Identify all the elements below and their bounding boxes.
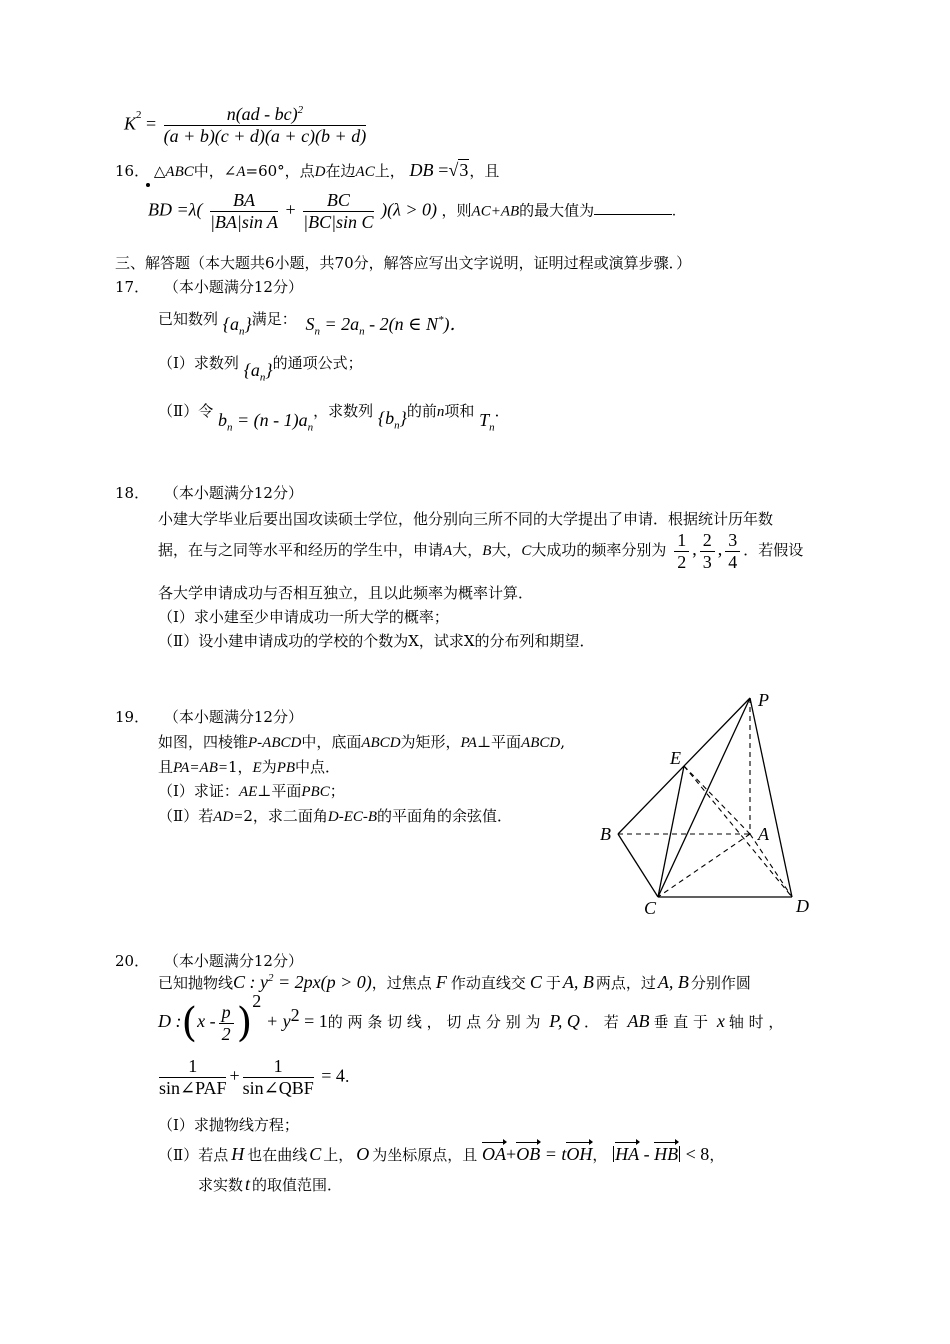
q20-c: C bbox=[309, 1144, 322, 1164]
q18-header bbox=[115, 482, 303, 503]
q20-frac2-den: sin∠QBF bbox=[242, 1077, 314, 1098]
q16-text: ，且 bbox=[469, 162, 500, 180]
q17-part2-n: n bbox=[436, 404, 445, 420]
q16-frac2-den: |BC|sin C bbox=[303, 211, 374, 232]
q18-text: B bbox=[482, 543, 492, 560]
q16-text: 在边 bbox=[325, 162, 356, 180]
q20-text: （Ⅱ）若点 bbox=[158, 1146, 229, 1164]
q17-part2-seq-b: {b bbox=[377, 408, 395, 428]
q16-text: ABC bbox=[165, 164, 194, 180]
q19-text: 如图，四棱锥 bbox=[158, 733, 249, 751]
q16-cond: )(λ > 0) bbox=[381, 199, 438, 220]
q16-tail: . bbox=[672, 203, 676, 220]
q18-points: （本小题满分12分） bbox=[163, 484, 303, 502]
q20-xaxis: x bbox=[716, 1011, 725, 1032]
q19-text: 的平面角的余弦值． bbox=[377, 807, 513, 825]
q20-text: 于 bbox=[545, 974, 561, 992]
q20-text: 也在曲线 bbox=[247, 1146, 308, 1164]
q18-line3: 各大学申请成功与否相互独立，且以此频率为概率计算． bbox=[158, 584, 534, 602]
q20-sup: 2 bbox=[252, 991, 262, 1012]
q18-frac-den: 4 bbox=[728, 551, 738, 572]
q16-text: D bbox=[314, 164, 326, 180]
k2-lhs: K bbox=[124, 113, 137, 134]
q20-abs-right bbox=[679, 1146, 680, 1162]
q16-frac2 bbox=[303, 190, 373, 232]
q18-text: A bbox=[443, 543, 453, 560]
section-3-heading: 三、解答题（本大题共6小题，共70分，解答应写出文字说明，证明过程或演算步骤．） bbox=[115, 254, 692, 272]
q20-part1: （Ⅰ）求抛物线方程； bbox=[158, 1116, 299, 1134]
q20-text: 轴 时 ， bbox=[728, 1013, 784, 1032]
q20-parabola bbox=[233, 972, 372, 992]
q20-part2-line2 bbox=[198, 1174, 342, 1195]
q17-text: 满足： bbox=[251, 310, 297, 328]
q16-frac1-num: BA bbox=[210, 190, 278, 212]
q17-sub: n bbox=[489, 421, 495, 434]
q20-eq-t: = t bbox=[540, 1144, 567, 1164]
q18-text: 大， bbox=[491, 541, 522, 560]
q16-text: 中，∠ bbox=[193, 162, 237, 180]
q20-text: ． 若 bbox=[583, 1013, 619, 1032]
q19-text: 中点． bbox=[295, 758, 341, 776]
q17-text: 已知数列 bbox=[158, 310, 219, 328]
q20-part2 bbox=[158, 1144, 724, 1165]
q20-pq: P, Q bbox=[549, 1011, 580, 1032]
q17-seq-close: } bbox=[244, 314, 252, 334]
q19-line1 bbox=[158, 731, 565, 752]
q17-sub: n bbox=[226, 421, 233, 434]
q17-sub: n bbox=[259, 371, 266, 384]
q17-seq-a: {a bbox=[222, 314, 239, 334]
q20-text: 作动直线交 bbox=[450, 974, 526, 992]
q20-text: 已知抛物线 bbox=[158, 974, 234, 992]
q18-part1: （Ⅰ）求小建至少申请成功一所大学的概率； bbox=[158, 608, 449, 626]
q18-frac-b bbox=[700, 530, 715, 572]
q18-line2 bbox=[158, 530, 803, 572]
q17-part2 bbox=[158, 400, 510, 434]
q16-tail: ，则 bbox=[441, 201, 472, 220]
q17-part2-expr bbox=[217, 410, 314, 434]
q17-part2-t-letter: T bbox=[479, 410, 490, 430]
q18-frac-c bbox=[725, 530, 740, 572]
q20-lt: < 8 bbox=[681, 1144, 710, 1164]
q17-part2-t bbox=[479, 410, 495, 434]
q20-p-den: 2 bbox=[221, 1023, 231, 1044]
q17-part2-b: b bbox=[217, 410, 227, 430]
q20-x: x - bbox=[197, 1011, 216, 1032]
q17-part2-tail: 项和 bbox=[444, 402, 475, 420]
q17-formula-end: - 2(n ∈ N bbox=[364, 314, 438, 334]
q20-vec-ha: HA bbox=[615, 1144, 640, 1164]
q19-text: PA bbox=[460, 735, 477, 751]
q16-number: 16． bbox=[115, 162, 150, 180]
q17-part2-mid: ，求数列 bbox=[313, 402, 374, 420]
q18-text: 据，在与之同等水平和经历的学生中，申请 bbox=[158, 541, 444, 560]
q17-part1-tail: 的通项公式； bbox=[272, 354, 363, 372]
q19-text: （Ⅱ）若 bbox=[158, 807, 214, 825]
pyramid-figure bbox=[590, 680, 830, 920]
q20-text: A, B bbox=[562, 972, 594, 992]
q20-end: ． bbox=[344, 1069, 360, 1086]
q18-frac-num: 3 bbox=[725, 530, 740, 552]
q19-part1 bbox=[158, 780, 345, 801]
q17-seq bbox=[222, 314, 252, 338]
q20-rest: + y bbox=[265, 1011, 291, 1032]
q16-tail: 的最大值为 bbox=[519, 201, 595, 220]
q20-sup: 2 bbox=[268, 972, 274, 984]
q17-formula-rest: = 2a bbox=[320, 314, 360, 334]
q16-db: DB bbox=[409, 160, 434, 180]
q20-text: 垂 直 于 bbox=[653, 1013, 709, 1032]
q20-abs-left bbox=[613, 1146, 614, 1162]
q20-plus: + bbox=[229, 1065, 240, 1086]
q19-text: ABCD bbox=[361, 735, 401, 751]
q19-text: ； bbox=[329, 782, 345, 800]
q19-line2 bbox=[158, 756, 340, 777]
q19-text: PBC bbox=[301, 784, 330, 800]
q20-line1 bbox=[158, 972, 751, 993]
q18-frac-num: 1 bbox=[674, 530, 689, 552]
q16-text: A bbox=[236, 164, 246, 180]
q16-plus: + bbox=[285, 199, 296, 220]
q18-part2: （Ⅱ）设小建申请成功的学校的个数为X，试求X的分布列和期望． bbox=[158, 632, 595, 650]
q16-eq: = bbox=[438, 160, 449, 180]
q16-lambda: =λ( bbox=[176, 199, 203, 220]
q20-line3 bbox=[156, 1056, 360, 1098]
q16-text: AC bbox=[355, 164, 375, 180]
q20-text: ， bbox=[592, 1146, 608, 1164]
k2-formula bbox=[124, 104, 369, 146]
q17-intro bbox=[158, 304, 468, 338]
q20-text: ，过焦点 bbox=[371, 974, 432, 992]
q20-text: A, B bbox=[657, 972, 689, 992]
q20-frac1-den: sin∠PAF bbox=[159, 1077, 227, 1098]
k2-denominator: (a + b)(c + d)(a + c)(b + d) bbox=[163, 125, 367, 146]
q17-sub: n bbox=[307, 421, 314, 434]
q18-frac-num: 2 bbox=[700, 530, 715, 552]
edge-ed bbox=[684, 766, 792, 897]
q19-number: 19． bbox=[115, 708, 150, 726]
q16-frac2-num: BC bbox=[303, 190, 373, 212]
q17-part2-tail: 的前 bbox=[406, 402, 437, 420]
q17-sub: n bbox=[359, 325, 365, 338]
q20-text: C bbox=[529, 972, 542, 992]
q17-part1-label: （Ⅰ）求数列 bbox=[158, 354, 239, 372]
q20-p-num: p bbox=[219, 1002, 234, 1024]
q20-frac1-num: 1 bbox=[159, 1056, 226, 1078]
label-e: E bbox=[670, 748, 681, 768]
q17-star: * bbox=[437, 314, 444, 326]
edge-bc bbox=[618, 834, 658, 897]
q20-lparen: ( bbox=[181, 1000, 198, 1047]
q20-parabola-a: C : y bbox=[233, 972, 269, 992]
label-c: C bbox=[644, 898, 657, 918]
q17-formula-close: )． bbox=[443, 314, 468, 334]
q17-header bbox=[115, 276, 303, 297]
q19-header bbox=[115, 706, 303, 727]
q18-comma: , bbox=[692, 539, 697, 560]
q16-tail: AC+AB bbox=[471, 203, 520, 220]
q19-text: 1， bbox=[227, 758, 253, 776]
q17-seq-close: } bbox=[399, 408, 407, 428]
q19-text: 为 bbox=[261, 758, 277, 776]
q20-ab: AB bbox=[627, 1011, 650, 1032]
q19-part2 bbox=[158, 805, 512, 826]
q19-text: PB bbox=[276, 760, 296, 776]
q20-line2 bbox=[158, 991, 784, 1047]
q19-text: ⊥平面 bbox=[476, 733, 522, 751]
q20-points: （本小题满分12分） bbox=[163, 952, 303, 970]
q20-plus: + bbox=[506, 1144, 517, 1164]
q16-text: △ bbox=[153, 162, 166, 180]
q20-text: F bbox=[435, 972, 447, 992]
q20-t: t bbox=[245, 1174, 251, 1194]
q16-dot bbox=[146, 183, 150, 187]
k2-numerator: n(ad - bc) bbox=[226, 104, 298, 124]
q17-number: 17． bbox=[115, 278, 150, 296]
q20-text: 分别作圆 bbox=[690, 974, 751, 992]
q19-text: 且 bbox=[158, 758, 174, 776]
q20-frac2 bbox=[243, 1056, 314, 1098]
q20-vec-oh: OH bbox=[566, 1144, 593, 1164]
q16-sqrt-sign: √ bbox=[448, 160, 459, 180]
q20-vec-hb: HB bbox=[654, 1144, 679, 1164]
q20-text: 求实数 bbox=[198, 1176, 244, 1194]
label-p: P bbox=[758, 690, 769, 710]
q20-eq: = 1 bbox=[299, 1011, 328, 1032]
q20-text: 两点，过 bbox=[595, 974, 656, 992]
label-a: A bbox=[758, 824, 769, 844]
q17-formula bbox=[305, 314, 468, 338]
label-b: B bbox=[600, 824, 611, 844]
q19-text: P-ABCD bbox=[248, 735, 302, 751]
q19-text: AE bbox=[238, 784, 258, 800]
q20-vec-ob: OB bbox=[516, 1144, 541, 1164]
q19-points: （本小题满分12分） bbox=[163, 708, 303, 726]
q19-text: 2，求二面角 bbox=[243, 807, 328, 825]
q20-number: 20． bbox=[115, 952, 150, 970]
q16-frac1-den: |BA|sin A bbox=[209, 211, 278, 232]
q20-text: ， bbox=[709, 1146, 725, 1164]
q18-comma: , bbox=[717, 539, 723, 560]
q20-o: O bbox=[356, 1144, 370, 1164]
edge-ea bbox=[684, 766, 750, 834]
q17-seq-a: {a bbox=[243, 360, 260, 380]
q19-text: 为矩形， bbox=[400, 733, 461, 751]
q19-text: E bbox=[252, 760, 262, 776]
q20-minus: - bbox=[639, 1144, 655, 1164]
edge-pd bbox=[750, 698, 792, 897]
q20-parabola-b: = 2px(p > 0) bbox=[273, 972, 372, 992]
edge-ec bbox=[658, 766, 684, 897]
q17-points: （本小题满分12分） bbox=[163, 278, 303, 296]
q18-text: C bbox=[521, 543, 532, 560]
q18-frac-den: 3 bbox=[702, 551, 712, 572]
q17-part2-end: ． bbox=[494, 402, 510, 420]
k2-eq: = bbox=[146, 113, 157, 134]
q18-number: 18． bbox=[115, 484, 150, 502]
q20-text: 上， bbox=[323, 1146, 354, 1164]
q18-text: 大， bbox=[452, 541, 483, 560]
q17-sub: n bbox=[239, 325, 245, 338]
q17-sub: n bbox=[394, 419, 400, 432]
q16-text: 上， bbox=[374, 162, 405, 180]
q17-seq-close: } bbox=[265, 360, 273, 380]
q16-text: =60°，点 bbox=[245, 162, 315, 180]
q20-rparen: ) bbox=[236, 1000, 253, 1047]
q17-part1 bbox=[158, 352, 363, 384]
q19-text: ABCD bbox=[521, 735, 561, 751]
edge-pc bbox=[658, 698, 750, 897]
q16-answer-blank[interactable] bbox=[594, 200, 672, 215]
k2-lhs-sup: 2 bbox=[136, 109, 142, 122]
q19-text: , bbox=[560, 733, 566, 751]
q18-frac-a bbox=[674, 530, 689, 572]
q19-text: PA=AB= bbox=[173, 760, 228, 776]
q16-line2 bbox=[148, 190, 676, 232]
q17-part2-eq: = (n - 1)a bbox=[232, 410, 308, 430]
q20-h: H bbox=[231, 1144, 245, 1164]
q17-part1-seq bbox=[243, 360, 273, 384]
q20-header bbox=[115, 950, 303, 971]
q20-text: 的取值范围． bbox=[252, 1176, 343, 1194]
q18-text: 大成功的频率分别为 bbox=[531, 541, 667, 560]
q16-bd: BD bbox=[148, 199, 172, 220]
q20-sup: 2 bbox=[290, 1005, 300, 1026]
q16-frac1 bbox=[210, 190, 278, 232]
q20-frac2-num: 1 bbox=[243, 1056, 314, 1078]
q20-p-frac bbox=[219, 1002, 234, 1044]
q17-part2-seq bbox=[377, 408, 407, 432]
q17-part2-label: （Ⅱ）令 bbox=[158, 402, 214, 420]
q20-eq4: = 4 bbox=[316, 1065, 345, 1086]
q17-sub: n bbox=[314, 325, 320, 338]
q19-text: D-EC-B bbox=[327, 809, 378, 825]
q20-vec-oa: OA bbox=[482, 1144, 507, 1164]
q20-text: 的 两 条 切 线 ， 切 点 分 别 为 bbox=[327, 1013, 541, 1032]
q19-text: 中，底面 bbox=[301, 733, 362, 751]
q16-sqrt-arg: 3 bbox=[459, 160, 469, 180]
q18-frac-den: 2 bbox=[677, 551, 687, 572]
q20-circle-d: D : bbox=[158, 1011, 182, 1032]
q17-formula-s: S bbox=[305, 314, 315, 334]
q16-line1 bbox=[115, 160, 499, 181]
edge-ac bbox=[658, 834, 750, 897]
q19-text: AD= bbox=[213, 809, 244, 825]
k2-numerator-sup: 2 bbox=[297, 104, 304, 116]
k2-fraction bbox=[164, 104, 367, 146]
q18-text: ．若假设 bbox=[743, 541, 804, 560]
q20-text: 为坐标原点，且 bbox=[372, 1146, 478, 1164]
q19-text: ⊥平面 bbox=[257, 782, 302, 800]
q19-text: （Ⅰ）求证： bbox=[158, 782, 239, 800]
label-d: D bbox=[796, 896, 809, 916]
q20-frac1 bbox=[159, 1056, 226, 1098]
q18-line1: 小建大学毕业后要出国攻读硕士学位，他分别向三所不同的大学提出了申请．根据统计历年数 bbox=[158, 510, 774, 528]
